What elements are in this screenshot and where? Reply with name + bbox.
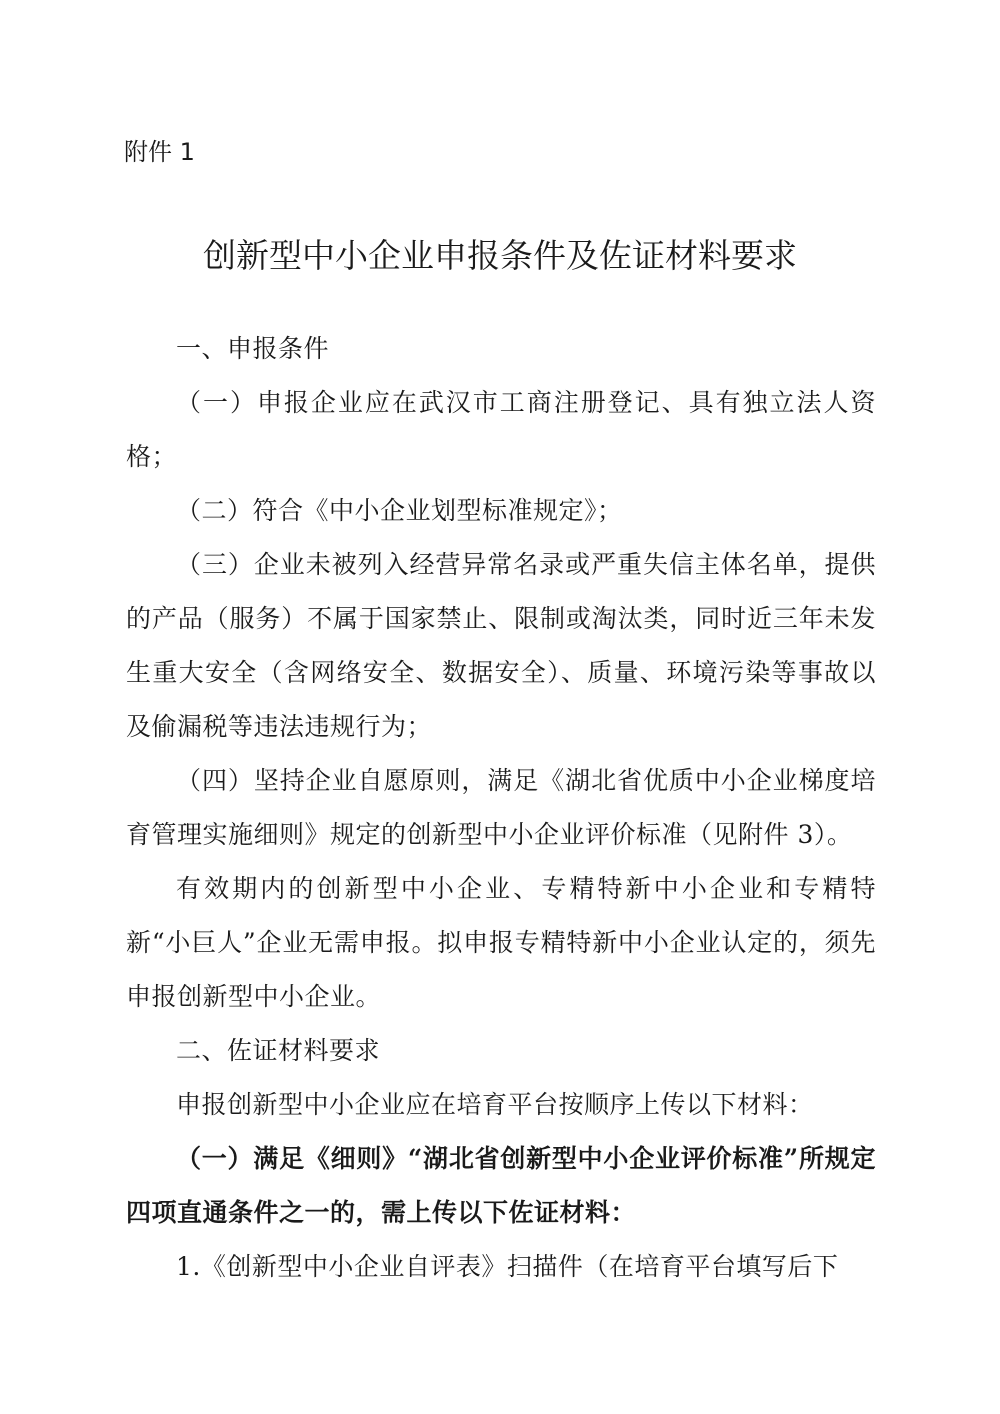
materials-item-1-1: 1.《创新型中小企业自评表》扫描件（在培育平台填写后下 [176, 1252, 839, 1281]
condition-3: （三）企业未被列入经营异常名录或严重失信主体名单，提供的产品（服务）不属于国家禁止、限制或淘汰类，同时近三年未发生重大安全（含网络安全、数据安全）、质量、环境污染等事故以及偷漏税等违法违规行为； [126, 550, 876, 741]
section-heading-application-conditions: 一、申报条件 [176, 334, 330, 363]
condition-2: （二）符合《中小企业划型标准规定》； [176, 496, 623, 525]
condition-4: （四）坚持企业自愿原则，满足《湖北省优质中小企业梯度培育管理实施细则》规定的创新型中小企业评价标准（见附件 3）。 [126, 766, 876, 849]
section-heading-supporting-materials: 二、佐证材料要求 [176, 1036, 381, 1065]
exemption-note: 有效期内的创新型中小企业、专精特新中小企业和专精特新“小巨人”企业无需申报。拟申报专精特新中小企业认定的，须先申报创新型中小企业。 [126, 874, 876, 1011]
attachment-label: 附件 1 [124, 138, 195, 166]
document-title: 创新型中小企业申报条件及佐证材料要求 [203, 236, 797, 275]
document-body [126, 322, 876, 1294]
materials-intro: 申报创新型中小企业应在培育平台按顺序上传以下材料： [176, 1090, 814, 1119]
materials-item-1: （一）满足《细则》“湖北省创新型中小企业评价标准”所规定四项直通条件之一的，需上传以下佐证材料： [126, 1144, 876, 1227]
condition-1: （一）申报企业应在武汉市工商注册登记、具有独立法人资格； [126, 388, 876, 471]
